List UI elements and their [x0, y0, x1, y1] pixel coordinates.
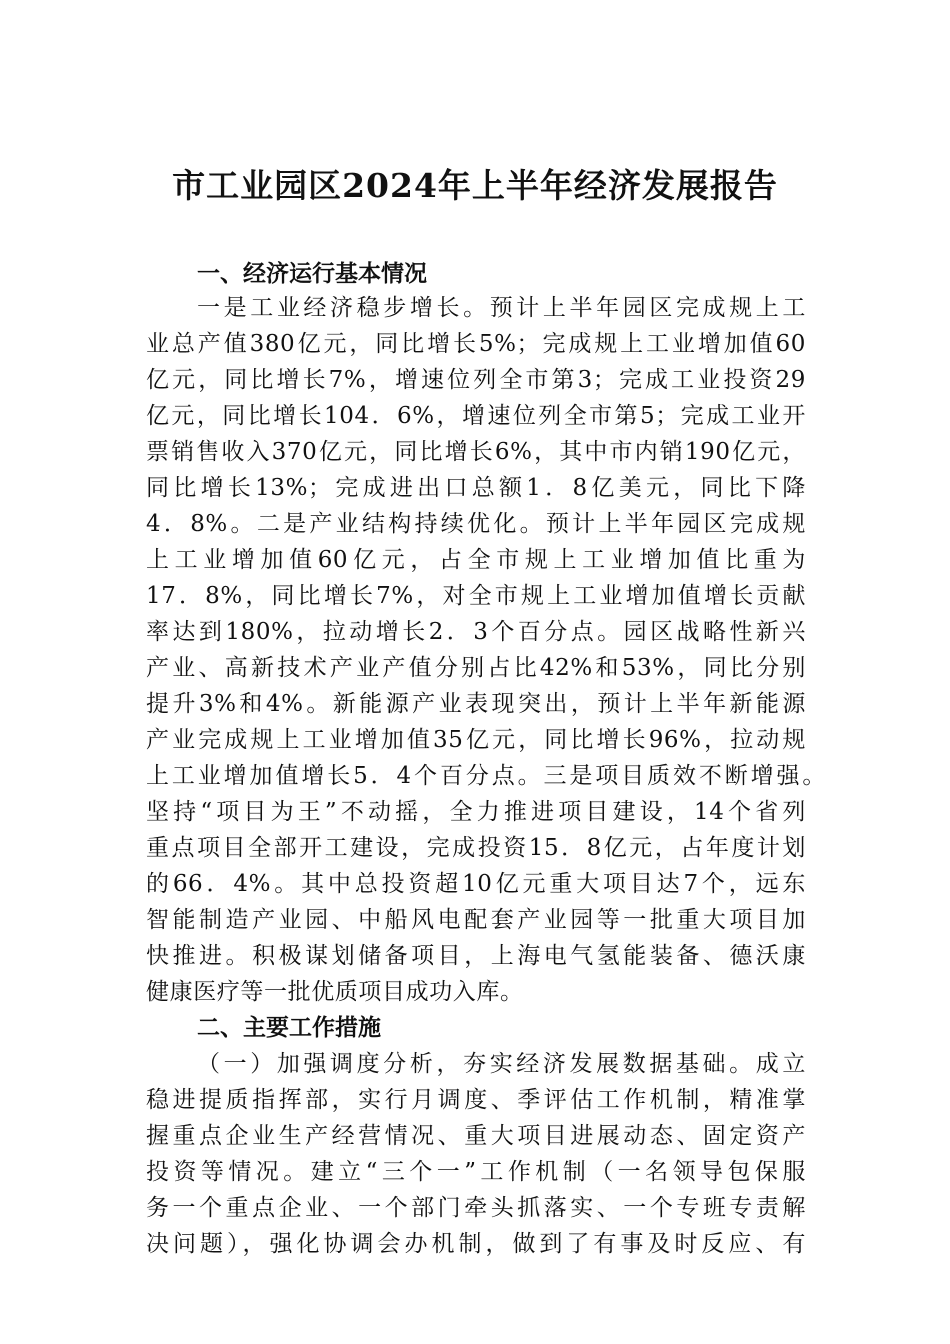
paragraph-line: 上工业增加值增长5．4个百分点。三是项目质效不断增强。 — [146, 763, 826, 789]
paragraph-line: 的66．4%。其中总投资超10亿元重大项目达7个，远东 — [146, 871, 806, 897]
paragraph-line: 重点项目全部开工建设，完成投资15．8亿元，占年度计划 — [146, 835, 806, 861]
paragraph-line: 4．8%。二是产业结构持续优化。预计上半年园区完成规 — [146, 511, 806, 537]
section-heading-1: 一、经济运行基本情况 — [197, 260, 427, 287]
paragraph-line: 率达到180%，拉动增长2．3个百分点。园区战略性新兴 — [146, 619, 806, 645]
paragraph-line: 17．8%，同比增长7%，对全市规上工业增加值增长贡献 — [146, 583, 806, 609]
paragraph-line: 健康医疗等一批优质项目成功入库。 — [146, 979, 524, 1005]
paragraph-line: 快推进。积极谋划储备项目，上海电气氢能装备、德沃康 — [146, 943, 806, 969]
paragraph-line: 提升3%和4%。新能源产业表现突出，预计上半年新能源 — [146, 691, 806, 717]
paragraph-line: 智能制造产业园、中船风电配套产业园等一批重大项目加 — [146, 907, 806, 933]
paragraph-line: 产业完成规上工业增加值35亿元，同比增长96%，拉动规 — [146, 727, 806, 753]
paragraph-line: 亿元，同比增长7%，增速位列全市第3；完成工业投资29 — [146, 367, 806, 393]
paragraph-line: 亿元，同比增长104．6%，增速位列全市第5；完成工业开 — [146, 403, 806, 429]
paragraph-line: 票销售收入370亿元，同比增长6%，其中市内销190亿元， — [146, 439, 806, 465]
paragraph-line: 务一个重点企业、一个部门牵头抓落实、一个专班专责解 — [146, 1195, 806, 1221]
section-heading-2: 二、主要工作措施 — [197, 1014, 381, 1041]
paragraph-line: 业总产值380亿元，同比增长5%；完成规上工业增加值60 — [146, 331, 806, 357]
paragraph-line: 握重点企业生产经营情况、重大项目进展动态、固定资产 — [146, 1123, 806, 1149]
paragraph-line: 投资等情况。建立“三个一”工作机制（一名领导包保服 — [146, 1159, 806, 1185]
document-title: 市工业园区2024年上半年经济发展报告 — [172, 166, 778, 205]
paragraph-line: 上工业增加值60亿元，占全市规上工业增加值比重为 — [146, 547, 806, 573]
paragraph-line: 稳进提质指挥部，实行月调度、季评估工作机制，精准掌 — [146, 1087, 806, 1113]
paragraph-line: （一）加强调度分析，夯实经济发展数据基础。成立 — [197, 1051, 806, 1077]
paragraph-line: 一是工业经济稳步增长。预计上半年园区完成规上工 — [197, 295, 806, 321]
paragraph-line: 决问题），强化协调会办机制，做到了有事及时反应、有 — [146, 1231, 806, 1257]
paragraph-line: 坚持“项目为王”不动摇，全力推进项目建设，14个省列 — [146, 799, 806, 825]
paragraph-line: 产业、高新技术产业产值分别占比42%和53%，同比分别 — [146, 655, 806, 681]
paragraph-line: 同比增长13%；完成进出口总额1．8亿美元，同比下降 — [146, 475, 806, 501]
